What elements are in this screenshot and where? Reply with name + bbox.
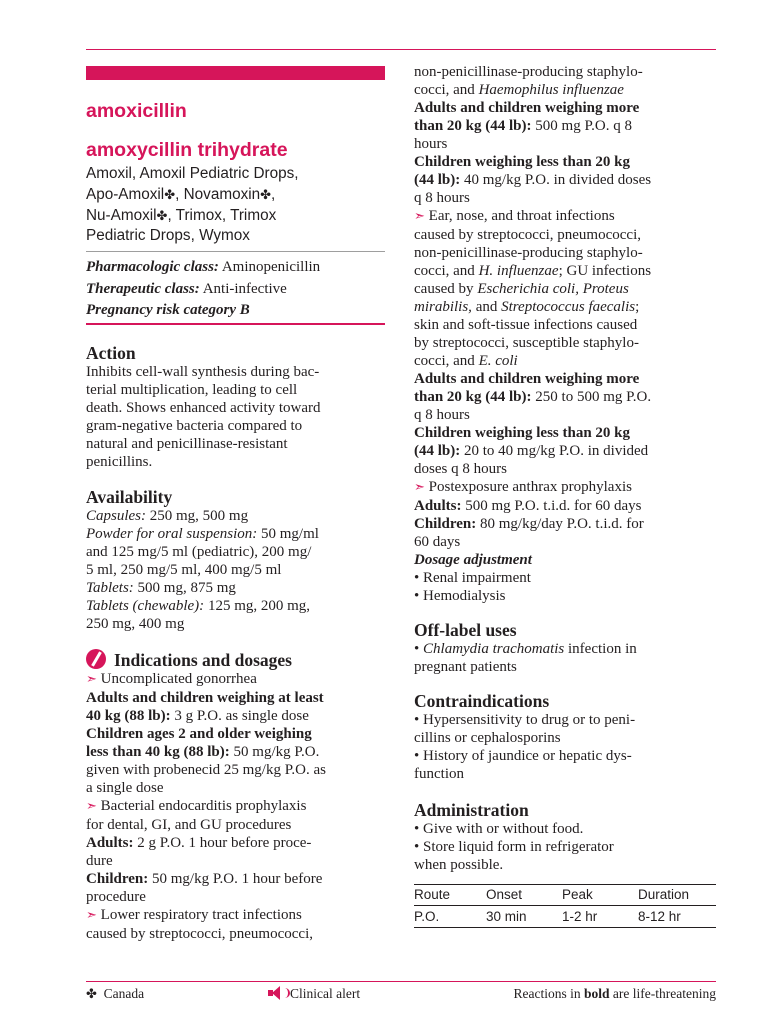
canada-leaf-icon: ✤	[260, 186, 272, 202]
contraindications-section: Contraindications • Hypersensitivity to drug or to peni- cillins or cephalosporins • History of jaundice or hepatic dys- function	[414, 691, 716, 783]
canada-leaf-icon: ✤	[86, 987, 97, 1002]
availability-section: Availability Capsules: 250 mg, 500 mg Powder for oral suspension: 50 mg/ml and 125 mg/5 ml (pediatric), 200 mg/ 5 ml, 250 mg/5 ml, 400 mg/5 ml Tablets: 500 mg, 875 mg Tablets (chewable): 125 mg, 200 mg, 250 mg, 400 mg	[86, 487, 386, 633]
drug-name: amoxicillin	[86, 100, 187, 122]
section-heading: Administration	[414, 800, 529, 820]
arrow-icon: ➣	[86, 908, 97, 923]
canada-leaf-icon: ✤	[164, 186, 176, 202]
section-heading: Indications and dosages	[114, 650, 292, 670]
arrow-icon: ➣	[86, 672, 97, 687]
indications-continued: non-penicillinase-producing staphylo- cocci, and Haemophilus influenzae Adults and children weighing more than 20 kg (44 lb): 500 mg P.O. q 8 hours Children weighing less than 20 kg (44 lb): 40 mg/kg P.O. in divided doses q 8 hours ➣ Ear, nose, and throat infections caused by streptococci, pneumococci, non-penicillinase-producing staphylo- cocci, and H. influenzae; GU infections caused by Escherichia coli, Proteus mirabilis, and Streptococcus faecalis; skin and soft-tissue infections caused by streptococci, susceptible staphylo- cocci, and E. coli Adults and children weighing more than 20 kg (44 lb): 250 to 500 mg P.O. q 8 hours Children weighing less than 20 kg (44 lb): 20 to 40 mg/kg P.O. in divided doses q 8 hours ➣ Postexposure anthrax prophylaxis Adults: 500 mg P.O. t.i.d. for 60 days Children: 80 mg/kg/day P.O. t.i.d. for 60 days Dosage adjustment • Renal impairment • Hemodialysis	[414, 64, 652, 604]
arrow-icon: ➣	[414, 480, 425, 495]
arrow-icon: ➣	[86, 799, 97, 814]
footer-reactions: Reactions in bold are life-threatening	[513, 986, 716, 1001]
divider	[86, 251, 385, 252]
drug-name-alt: amoxycillin trihydrate	[86, 139, 288, 161]
top-rule	[86, 49, 716, 50]
brand-names: Amoxil, Amoxil Pediatric Drops, Apo-Amoxil✤, Novamoxin✤, Nu-Amoxil✤, Trimox, Trimox Pediatric Drops, Wymox	[86, 165, 299, 245]
offlabel-section: Off-label uses • Chlamydia trachomatis infection in pregnant patients	[414, 620, 716, 676]
table-row: P.O. 30 min 1-2 hr 8-12 hr	[414, 906, 716, 928]
bottom-rule	[86, 981, 716, 982]
drug-classes: Pharmacologic class: Aminopenicillin Therapeutic class: Anti-infective Pregnancy risk category B	[86, 259, 321, 318]
administration-section: Administration • Give with or without food. • Store liquid form in refrigerator when possible.	[414, 800, 716, 874]
canada-leaf-icon: ✤	[156, 207, 168, 223]
header-bottom-rule	[86, 323, 385, 325]
footer-clinical-alert: Clinical alert	[268, 986, 360, 1002]
action-section: Action Inhibits cell-wall synthesis during bac- terial multiplication, leading to cell death. Shows enhanced activity toward gram-negative bacteria compared to natural and penicillinase-resistant penicillins.	[86, 343, 386, 471]
arrow-icon: ➣	[414, 209, 425, 224]
indications-icon	[86, 649, 106, 669]
table-header-row: Route Onset Peak Duration	[414, 885, 716, 906]
dosage-adjustment-heading: Dosage adjustment	[414, 552, 532, 568]
section-heading: Availability	[86, 487, 173, 507]
route-table-wrap	[414, 884, 716, 928]
section-heading: Action	[86, 343, 136, 363]
section-heading: Off-label uses	[414, 620, 517, 640]
clinical-alert-icon	[268, 986, 290, 1000]
footer-canada: ✤ Canada	[86, 986, 145, 1002]
section-heading: Contraindications	[414, 691, 550, 711]
route-table	[414, 884, 716, 928]
indications-section: Indications and dosages ➣ Uncomplicated gonorrhea Adults and children weighing at least 40 kg (88 lb): 3 g P.O. as single dose Children ages 2 and older weighing less than 40 kg (88 lb): 50 mg/kg P.O. given with probenecid 25 mg/kg P.O. as a single dose ➣ Bacterial endocarditis prophylaxis for dental, GI, and GU procedures Adults: 2 g P.O. 1 hour before proce- dure Children: 50 mg/kg P.O. 1 hour before procedure ➣ Lower respiratory tract infections caused by streptococci, pneumococci,	[86, 650, 326, 942]
header-red-bar	[86, 66, 385, 80]
